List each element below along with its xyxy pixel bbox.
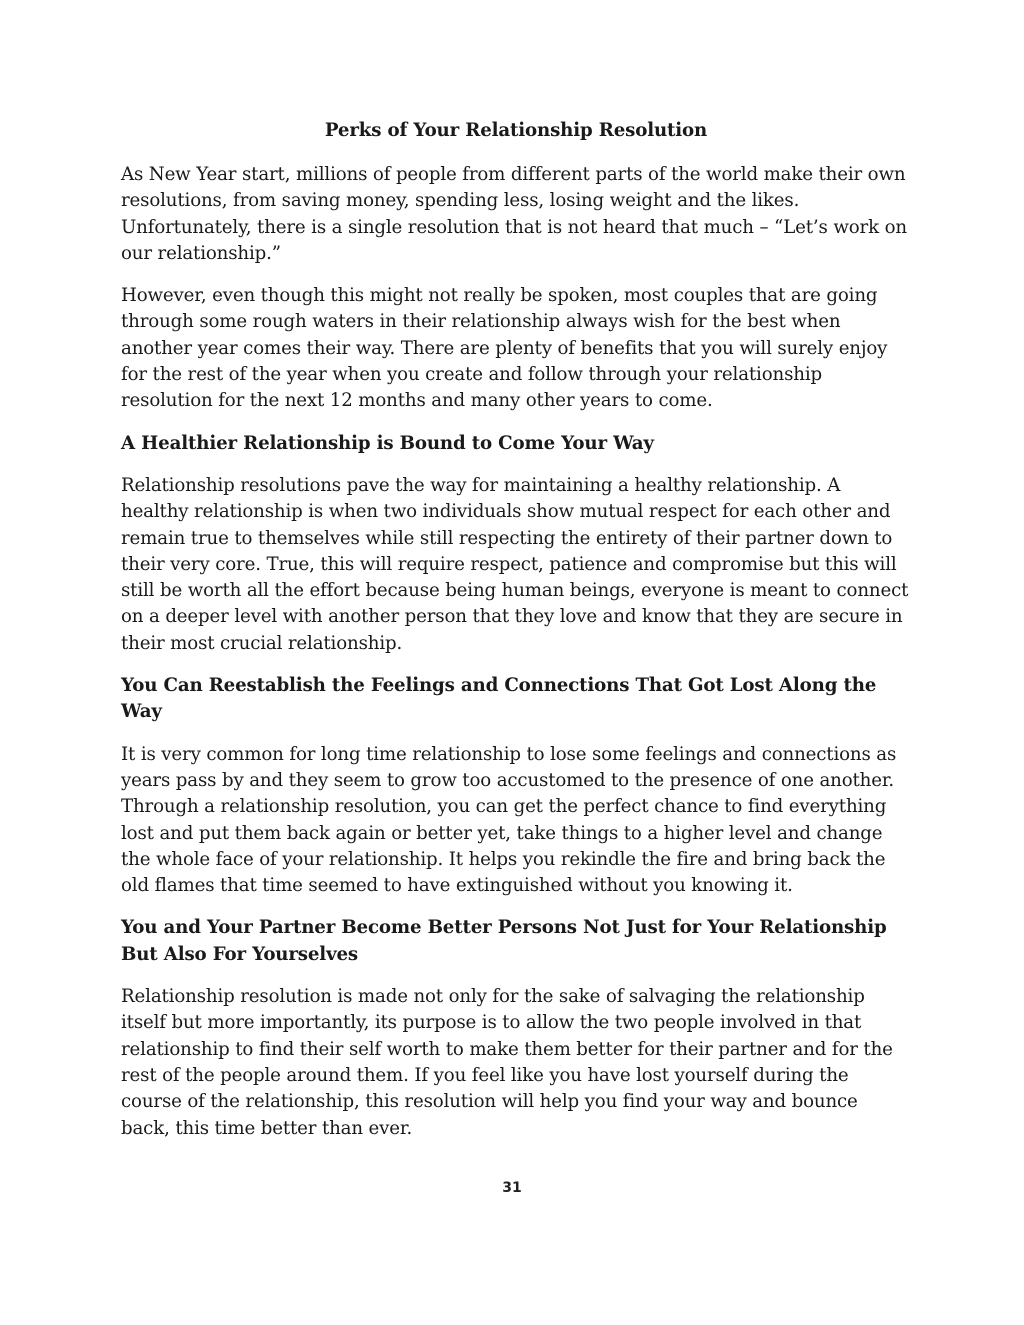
section-heading: You Can Reestablish the Feelings and Connections That Got Lost Along the Way bbox=[121, 675, 877, 723]
page-title: Perks of Your Relationship Resolution bbox=[324, 120, 708, 141]
section-heading: You and Your Partner Become Better Persons Not Just for Your Relationship But Also For Yourselves bbox=[121, 917, 887, 965]
page-number: 31 bbox=[502, 1180, 522, 1196]
section-paragraph: Relationship resolutions pave the way for maintaining a healthy relationship. A healthy relationship is when two individuals show mutual respect for each other and remain true to themselves while still respecting the entirety of their partner down to their very core. True, this will require respect, patience and compromise but this will still be worth all the effort because being human beings, everyone is meant to connect on a deeper level with another person that they love and know that they are secure in their most crucial relationship. bbox=[121, 474, 909, 654]
section-paragraph: It is very common for long time relationship to lose some feelings and connections as years pass by and they seem to grow too accustomed to the presence of one another. Through a relationship resolution, you can get the perfect chance to find everything lost and put them back again or better yet, take things to a higher level and change the whole face of your relationship. It helps you rekindle the fire and bring back the old flames that time seemed to have extinguished without you knowing it. bbox=[121, 743, 897, 897]
intro-paragraph: As New Year start, millions of people from different parts of the world make their own resolutions, from saving money, spending less, losing weight and the likes. Unfortunately, there is a single resolution that is not heard that much – “Let’s work on our relationship.” bbox=[121, 164, 907, 264]
page-content bbox=[121, 116, 911, 1158]
section-heading: A Healthier Relationship is Bound to Come Your Way bbox=[121, 432, 654, 454]
intro-paragraph: However, even though this might not really be spoken, most couples that are going through some rough waters in their relationship always wish for the best when another year comes their way. There are plenty of benefits that you will surely enjoy for the rest of the year when you create and follow through your relationship resolution for the next 12 months and many other years to come. bbox=[121, 285, 888, 412]
section-paragraph: Relationship resolution is made not only for the sake of salvaging the relationship itself but more importantly, its purpose is to allow the two people involved in that relationship to find their self worth to make them better for their partner and for the rest of the people around them. If you feel like you have lost yourself during the course of the relationship, this resolution will help you find your way and bounce back, this time better than ever. bbox=[121, 986, 893, 1139]
